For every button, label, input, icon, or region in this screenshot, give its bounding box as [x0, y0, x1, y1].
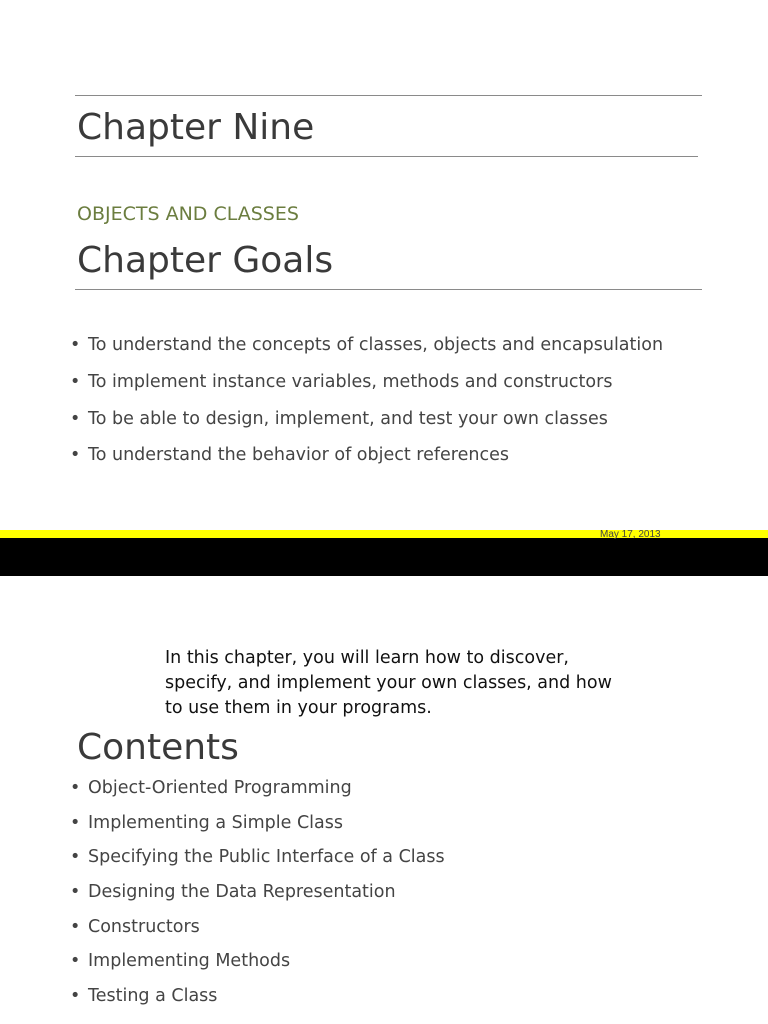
- intro-paragraph: In this chapter, you will learn how to discover, specify, and implement your own classes, and how to use them in your programs.: [165, 648, 612, 718]
- title-bottom-rule: [75, 156, 698, 157]
- chapter-title: Chapter Nine: [77, 107, 315, 148]
- goals-list-item: • To understand the behavior of object references: [70, 447, 663, 465]
- goals-title: Chapter Goals: [77, 240, 334, 281]
- chapter-subtitle: OBJECTS AND CLASSES: [77, 203, 299, 225]
- contents-list: [70, 780, 445, 1023]
- contents-title: Contents: [77, 727, 239, 768]
- goals-list-item: • To implement instance variables, methods and constructors: [70, 374, 663, 392]
- contents-list-item: • Constructors: [70, 919, 445, 937]
- goals-list-item: • To be able to design, implement, and test your own classes: [70, 411, 663, 429]
- contents-list-item: • Testing a Class: [70, 988, 445, 1006]
- title-top-rule: [75, 95, 702, 96]
- contents-list-item: • Implementing a Simple Class: [70, 815, 445, 833]
- goals-list-item: • To understand the concepts of classes, objects and encapsulation: [70, 337, 663, 355]
- contents-list-item: • Object-Oriented Programming: [70, 780, 445, 798]
- contents-list-item: • Designing the Data Representation: [70, 884, 445, 902]
- goals-title-rule: [75, 289, 702, 290]
- footer-band: [0, 538, 768, 576]
- contents-list-item: • Specifying the Public Interface of a Class: [70, 849, 445, 867]
- footer-date: May 17, 2013: [600, 529, 661, 540]
- contents-list-item: • Implementing Methods: [70, 953, 445, 971]
- goals-list: [70, 337, 663, 484]
